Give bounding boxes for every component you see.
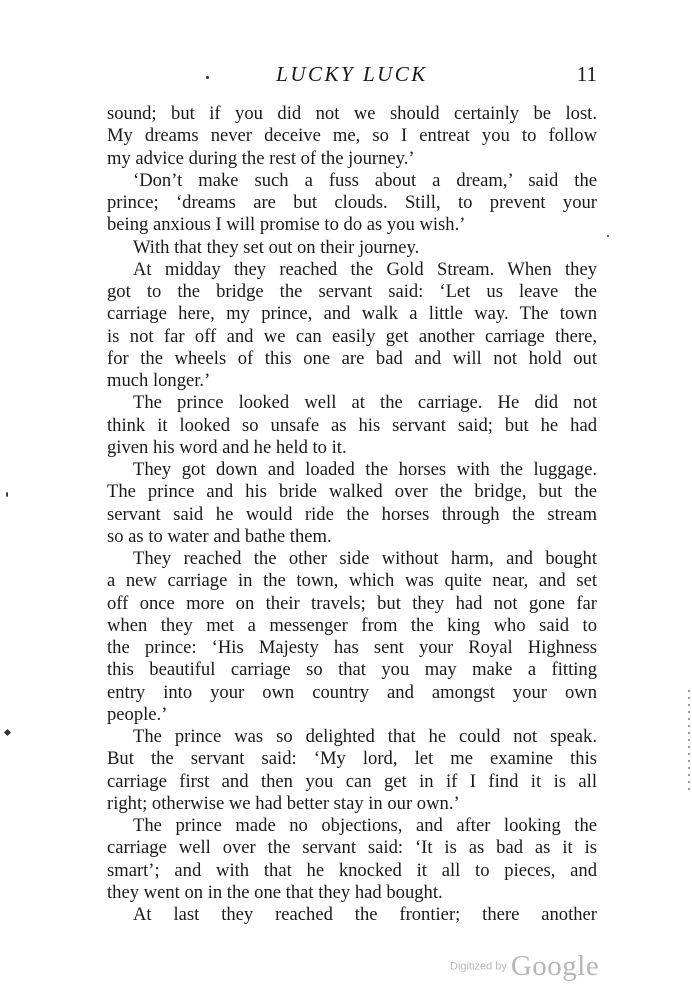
text-line: servant said he would ride the horses through the stream bbox=[107, 503, 597, 525]
text-line: they went on in the one that they had bought. bbox=[107, 881, 443, 903]
text-line: The prince looked well at the carriage. He did not bbox=[133, 392, 597, 414]
digitized-watermark bbox=[450, 950, 599, 983]
running-head bbox=[107, 60, 597, 90]
body-text bbox=[107, 103, 597, 926]
text-line: so as to water and bathe them. bbox=[107, 525, 332, 547]
text-line: is not far off and we can easily get another carriage there, bbox=[107, 325, 597, 347]
text-line: off once more on their travels; but they had not gone far bbox=[107, 592, 597, 614]
print-speck bbox=[4, 729, 11, 736]
print-speck bbox=[206, 76, 209, 79]
text-line: a new carriage in the town, which was quite near, and set bbox=[107, 570, 597, 592]
text-line: At midday they reached the Gold Stream. When they bbox=[133, 258, 597, 280]
google-logo: Google bbox=[510, 950, 600, 982]
margin-dots bbox=[688, 690, 690, 790]
text-line: carriage here, my prince, and walk a little way. The town bbox=[107, 303, 597, 325]
text-line: With that they set out on their journey. bbox=[133, 236, 420, 258]
text-line: being anxious I will promise to do as you wish.’ bbox=[107, 214, 466, 236]
text-line: My dreams never deceive me, so I entreat you to follow bbox=[107, 125, 597, 147]
text-line: They reached the other side without harm, and bought bbox=[133, 548, 597, 569]
print-speck bbox=[6, 492, 8, 497]
text-line: much longer.’ bbox=[107, 370, 211, 391]
text-line: this beautiful carriage so that you may make a fitting bbox=[107, 659, 597, 681]
text-line: my advice during the rest of the journey.’ bbox=[107, 147, 415, 169]
watermark-prefix: Digitized by bbox=[450, 960, 507, 973]
text-line: prince; ‘dreams are but clouds. Still, to prevent your bbox=[107, 192, 597, 213]
text-line: think it looked so unsafe as his servant said; but he had bbox=[107, 414, 597, 436]
text-line: At last they reached the frontier; there another bbox=[133, 904, 597, 925]
text-line: The prince made no objections, and after looking the bbox=[133, 815, 597, 836]
text-line: right; otherwise we had better stay in our own.’ bbox=[107, 792, 460, 814]
text-line: smart’; and with that he knocked it all to pieces, and bbox=[107, 859, 597, 881]
text-line: when they met a messenger from the king who said to bbox=[107, 614, 597, 636]
text-line: given his word and he held to it. bbox=[107, 436, 347, 458]
text-line: got to the bridge the servant said: ‘Let us leave the bbox=[107, 281, 597, 302]
text-line: The prince and his bride walked over the bridge, but the bbox=[107, 481, 597, 503]
text-line: But the servant said: ‘My lord, let me examine this bbox=[107, 748, 597, 770]
text-line: for the wheels of this one are bad and will not hold out bbox=[107, 347, 597, 369]
text-line: ‘Don’t make such a fuss about a dream,’ said the bbox=[133, 169, 597, 191]
page-number: 11 bbox=[576, 62, 597, 86]
text-line: people.’ bbox=[107, 703, 168, 725]
text-line: They got down and loaded the horses with the luggage. bbox=[133, 459, 597, 480]
text-line: entry into your own country and amongst your own bbox=[107, 681, 597, 703]
text-line: the prince: ‘His Majesty has sent your Royal Highness bbox=[107, 637, 597, 658]
text-line: carriage first and then you can get in if I find it is all bbox=[107, 770, 597, 792]
print-speck bbox=[607, 235, 609, 237]
text-line: carriage well over the servant said: ‘It is as bad as it is bbox=[107, 837, 597, 859]
text-line: The prince was so delighted that he could not speak. bbox=[133, 726, 597, 747]
text-line: sound; but if you did not we should certainly be lost. bbox=[107, 103, 597, 124]
running-title: LUCKY LUCK bbox=[276, 62, 428, 86]
